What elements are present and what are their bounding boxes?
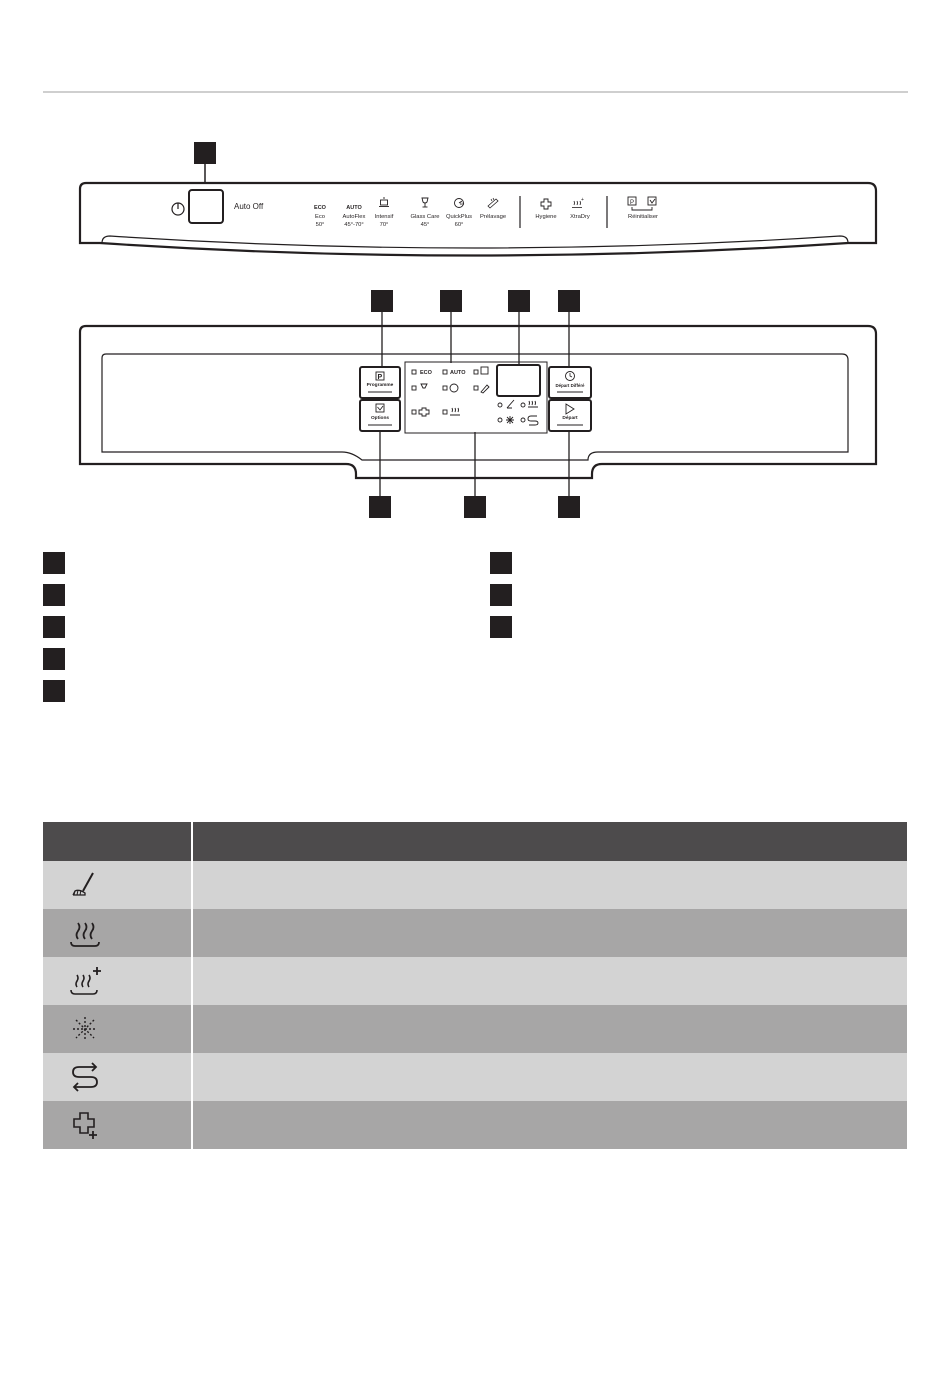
options-button[interactable]: Options: [370, 416, 390, 421]
delay-start-button[interactable]: Départ Différé: [555, 383, 585, 388]
svg-text:+: +: [581, 197, 584, 203]
callout-marker-7: [464, 496, 486, 518]
legend-marker-7: [490, 584, 512, 606]
programme-temp: 50°: [315, 222, 325, 228]
svg-text:P: P: [630, 200, 635, 206]
rinse-aid-icon: [63, 867, 107, 903]
display-screen: [497, 365, 540, 396]
programme-list: [300, 214, 530, 234]
cycle-icon: [63, 1059, 107, 1095]
programme-name: QuickPlus: [445, 214, 473, 220]
legend-marker-3: [43, 616, 65, 638]
svg-text:AUTO: AUTO: [346, 205, 362, 211]
table-row: [43, 909, 907, 957]
programme-name: Prélavage: [479, 214, 507, 220]
legend-marker-8: [490, 616, 512, 638]
control-panel-top-view: [0, 0, 950, 280]
table-row: [43, 1005, 907, 1053]
table-row: [43, 1053, 907, 1101]
control-panel-front-view: [0, 280, 950, 540]
callout-marker-8: [558, 496, 580, 518]
drying-phase-icon: [63, 915, 107, 951]
programme-name: Intensif: [374, 214, 394, 220]
programme-temp: 60°: [454, 222, 464, 228]
callout-marker-4: [508, 290, 530, 312]
table-header: [43, 822, 907, 861]
programme-temp: 45°: [420, 222, 430, 228]
legend-marker-2: [43, 584, 65, 606]
indicator-table: [43, 822, 907, 1149]
legend-marker-4: [43, 648, 65, 670]
option-label-xtradry: XtraDry: [570, 214, 590, 220]
programme-name: Glass Care: [410, 214, 440, 220]
callout-marker-3: [440, 290, 462, 312]
hygiene-plus-icon: [63, 1107, 107, 1143]
legend-marker-5: [43, 680, 65, 702]
callout-marker-6: [369, 496, 391, 518]
table-row: [43, 957, 907, 1005]
start-button[interactable]: Départ: [562, 416, 578, 421]
programme-name: AutoFlex: [342, 214, 366, 220]
svg-text:P: P: [377, 374, 383, 381]
svg-text:60: 60: [459, 201, 465, 206]
on-off-button: [189, 190, 223, 223]
svg-text:AUTO: AUTO: [450, 370, 466, 376]
programme-temp: 70°: [379, 222, 389, 228]
legend-marker-6: [490, 552, 512, 574]
table-row: [43, 861, 907, 909]
programme-temp: 45°-70°: [344, 222, 364, 228]
programme-button[interactable]: Programme: [366, 383, 394, 388]
svg-text:ECO: ECO: [420, 370, 432, 376]
table-row: [43, 1101, 907, 1149]
sparkle-icon: [63, 1011, 107, 1047]
legend-marker-1: [43, 552, 65, 574]
svg-text:ECO: ECO: [314, 205, 326, 211]
callout-marker-1: [194, 142, 216, 164]
callout-marker-5: [558, 290, 580, 312]
programme-name: Eco: [315, 214, 325, 220]
option-label-hygiene: Hygiene: [535, 214, 557, 220]
callout-marker-2: [371, 290, 393, 312]
reset-label: Réinitialiser: [628, 214, 658, 220]
auto-off-label: Auto Off: [234, 202, 264, 211]
xtradry-table-icon: [63, 963, 107, 999]
